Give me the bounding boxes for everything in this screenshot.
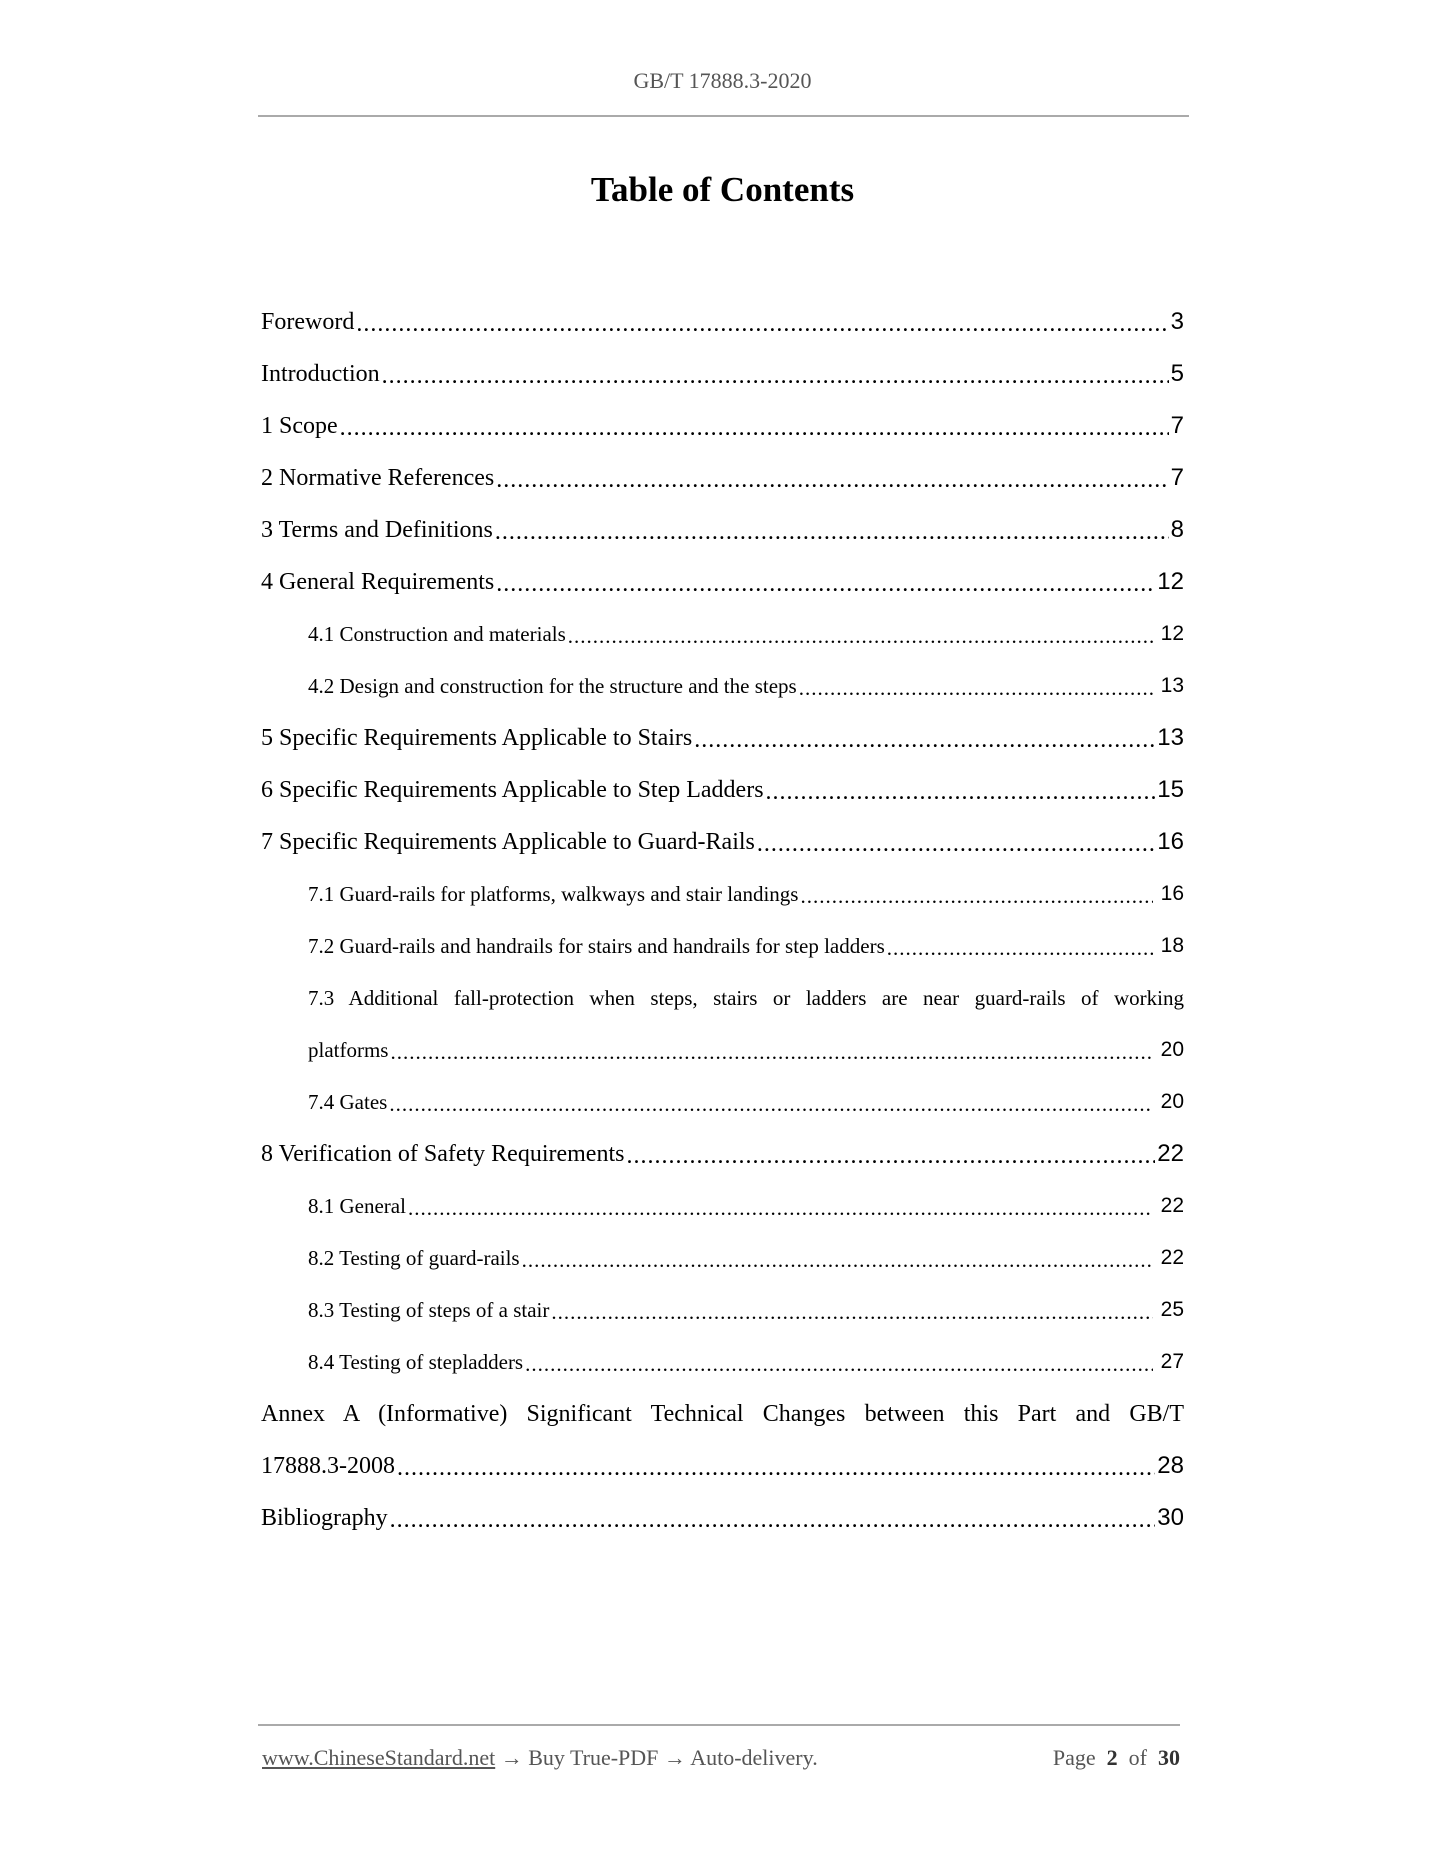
toc-title: 7.1 Guard-rails for platforms, walkways and stair landings: [308, 881, 799, 906]
running-header: GB/T 17888.3-2020: [633, 68, 812, 93]
dot-leader: [800, 884, 1152, 909]
toc-page: 22: [1157, 1140, 1184, 1167]
toc-page: 13: [1157, 724, 1184, 751]
toc-title: 7.3 Additional fall-protection when steps, stairs or ladders are near guard-rails of working: [308, 985, 1184, 1010]
toc-page: 20: [1160, 1090, 1184, 1113]
toc-title: 8.1 General: [308, 1193, 406, 1218]
toc-subentry[interactable]: [261, 1180, 1184, 1232]
toc-entry-line2[interactable]: [261, 1440, 1184, 1492]
toc-title: Bibliography: [261, 1504, 388, 1531]
page-title: Table of Contents: [590, 170, 855, 209]
toc-title: 6 Specific Requirements Applicable to Step Ladders: [261, 776, 764, 803]
toc-page: 28: [1157, 1452, 1184, 1479]
toc-title: 4.1 Construction and materials: [308, 621, 566, 646]
footer-promo: [262, 1745, 818, 1771]
total-pages: 30: [1158, 1745, 1180, 1770]
toc-page: 22: [1160, 1246, 1184, 1269]
toc-title: 1 Scope: [261, 412, 338, 439]
toc-page: 25: [1160, 1298, 1184, 1321]
dot-leader: [766, 779, 1156, 806]
toc-title: 7.4 Gates: [308, 1089, 388, 1114]
page-counter: [1053, 1745, 1180, 1771]
toc-title: Introduction: [261, 360, 380, 387]
dot-leader: [408, 1196, 1153, 1221]
toc-subentry[interactable]: [261, 868, 1184, 920]
toc-page: 27: [1160, 1350, 1184, 1373]
toc-entry[interactable]: [261, 556, 1184, 608]
website-link[interactable]: www.ChineseStandard.net: [262, 1745, 496, 1770]
toc-entry[interactable]: [261, 452, 1184, 504]
toc-entry[interactable]: [261, 712, 1184, 764]
arrow-right-icon: →: [663, 1745, 686, 1770]
toc-page: 30: [1157, 1504, 1184, 1531]
toc-page: 16: [1157, 828, 1184, 855]
dot-leader: [397, 1455, 1155, 1482]
dot-leader: [390, 1507, 1156, 1534]
toc-subentry[interactable]: [261, 1232, 1184, 1284]
toc-page: 7: [1170, 412, 1184, 439]
toc-title: 8.3 Testing of steps of a stair: [308, 1297, 550, 1322]
toc-subentry-line1[interactable]: [261, 972, 1184, 1024]
dot-leader: [757, 831, 1155, 858]
toc-page: 18: [1160, 934, 1184, 957]
toc-page: 12: [1157, 568, 1184, 595]
toc-entry[interactable]: [261, 400, 1184, 452]
toc-entry[interactable]: [261, 348, 1184, 400]
arrow-right-icon: →: [500, 1745, 523, 1770]
toc-subentry[interactable]: [261, 1076, 1184, 1128]
toc-page: 8: [1170, 516, 1184, 543]
dot-leader: [694, 727, 1155, 754]
dot-leader: [390, 1040, 1152, 1065]
toc-page: 16: [1160, 882, 1184, 905]
dot-leader: [887, 936, 1153, 961]
toc-title: platforms: [308, 1037, 389, 1062]
dot-leader: [551, 1300, 1152, 1325]
toc-page: 5: [1170, 360, 1184, 387]
dot-leader: [626, 1143, 1155, 1170]
current-page: 2: [1106, 1745, 1118, 1770]
toc-title: 4 General Requirements: [261, 568, 495, 595]
toc-page: 15: [1157, 776, 1184, 803]
toc-entry-line1[interactable]: [261, 1388, 1184, 1440]
toc-page: 20: [1160, 1038, 1184, 1061]
toc-title: Foreword: [261, 308, 355, 335]
toc-entry[interactable]: [261, 764, 1184, 816]
toc-subentry[interactable]: [261, 920, 1184, 972]
toc-entry[interactable]: [261, 504, 1184, 556]
toc-title: 17888.3-2008: [261, 1452, 395, 1479]
table-of-contents: [261, 296, 1184, 1544]
dot-leader: [340, 415, 1169, 442]
toc-title: 8.2 Testing of guard-rails: [308, 1245, 520, 1270]
dot-leader: [356, 311, 1168, 338]
dot-leader: [496, 571, 1155, 598]
toc-entry[interactable]: [261, 1492, 1184, 1544]
toc-entry[interactable]: [261, 1128, 1184, 1180]
toc-entry[interactable]: [261, 296, 1184, 348]
dot-leader: [495, 519, 1169, 546]
toc-title: 2 Normative References: [261, 464, 495, 491]
dot-leader: [382, 363, 1169, 390]
toc-subentry[interactable]: [261, 1284, 1184, 1336]
toc-page: 13: [1160, 674, 1184, 697]
footer: [262, 1745, 1180, 1771]
toc-title: 7 Specific Requirements Applicable to Guard-Rails: [261, 828, 755, 855]
toc-subentry[interactable]: [261, 608, 1184, 660]
toc-title: 7.2 Guard-rails and handrails for stairs and handrails for step ladders: [308, 933, 885, 958]
toc-title: Annex A (Informative) Significant Technical Changes between this Part and GB/T: [261, 1400, 1184, 1427]
toc-entry[interactable]: [261, 816, 1184, 868]
dot-leader: [389, 1092, 1152, 1117]
auto-delivery-text: Auto-delivery.: [690, 1745, 818, 1770]
dot-leader: [525, 1352, 1153, 1377]
toc-subentry-line2[interactable]: [261, 1024, 1184, 1076]
toc-page: 3: [1170, 308, 1184, 335]
dot-leader: [568, 624, 1153, 649]
toc-title: 4.2 Design and construction for the structure and the steps: [308, 673, 797, 698]
toc-subentry[interactable]: [261, 660, 1184, 712]
page-label: Page: [1052, 1745, 1096, 1770]
toc-title: 8.4 Testing of stepladders: [308, 1349, 524, 1374]
dot-leader: [799, 676, 1153, 701]
dot-leader: [522, 1248, 1153, 1273]
toc-title: 8 Verification of Safety Requirements: [261, 1140, 625, 1167]
footer-divider: [258, 1724, 1180, 1726]
toc-page: 22: [1160, 1194, 1184, 1217]
toc-page: 7: [1170, 464, 1184, 491]
toc-title: 5 Specific Requirements Applicable to Stairs: [261, 724, 693, 751]
toc-subentry[interactable]: [261, 1336, 1184, 1388]
header-divider: [258, 115, 1189, 117]
toc-page: 12: [1160, 622, 1184, 645]
of-label: of: [1128, 1745, 1147, 1770]
buy-text: Buy True-PDF: [528, 1745, 659, 1770]
dot-leader: [496, 467, 1168, 494]
toc-title: 3 Terms and Definitions: [261, 516, 493, 543]
